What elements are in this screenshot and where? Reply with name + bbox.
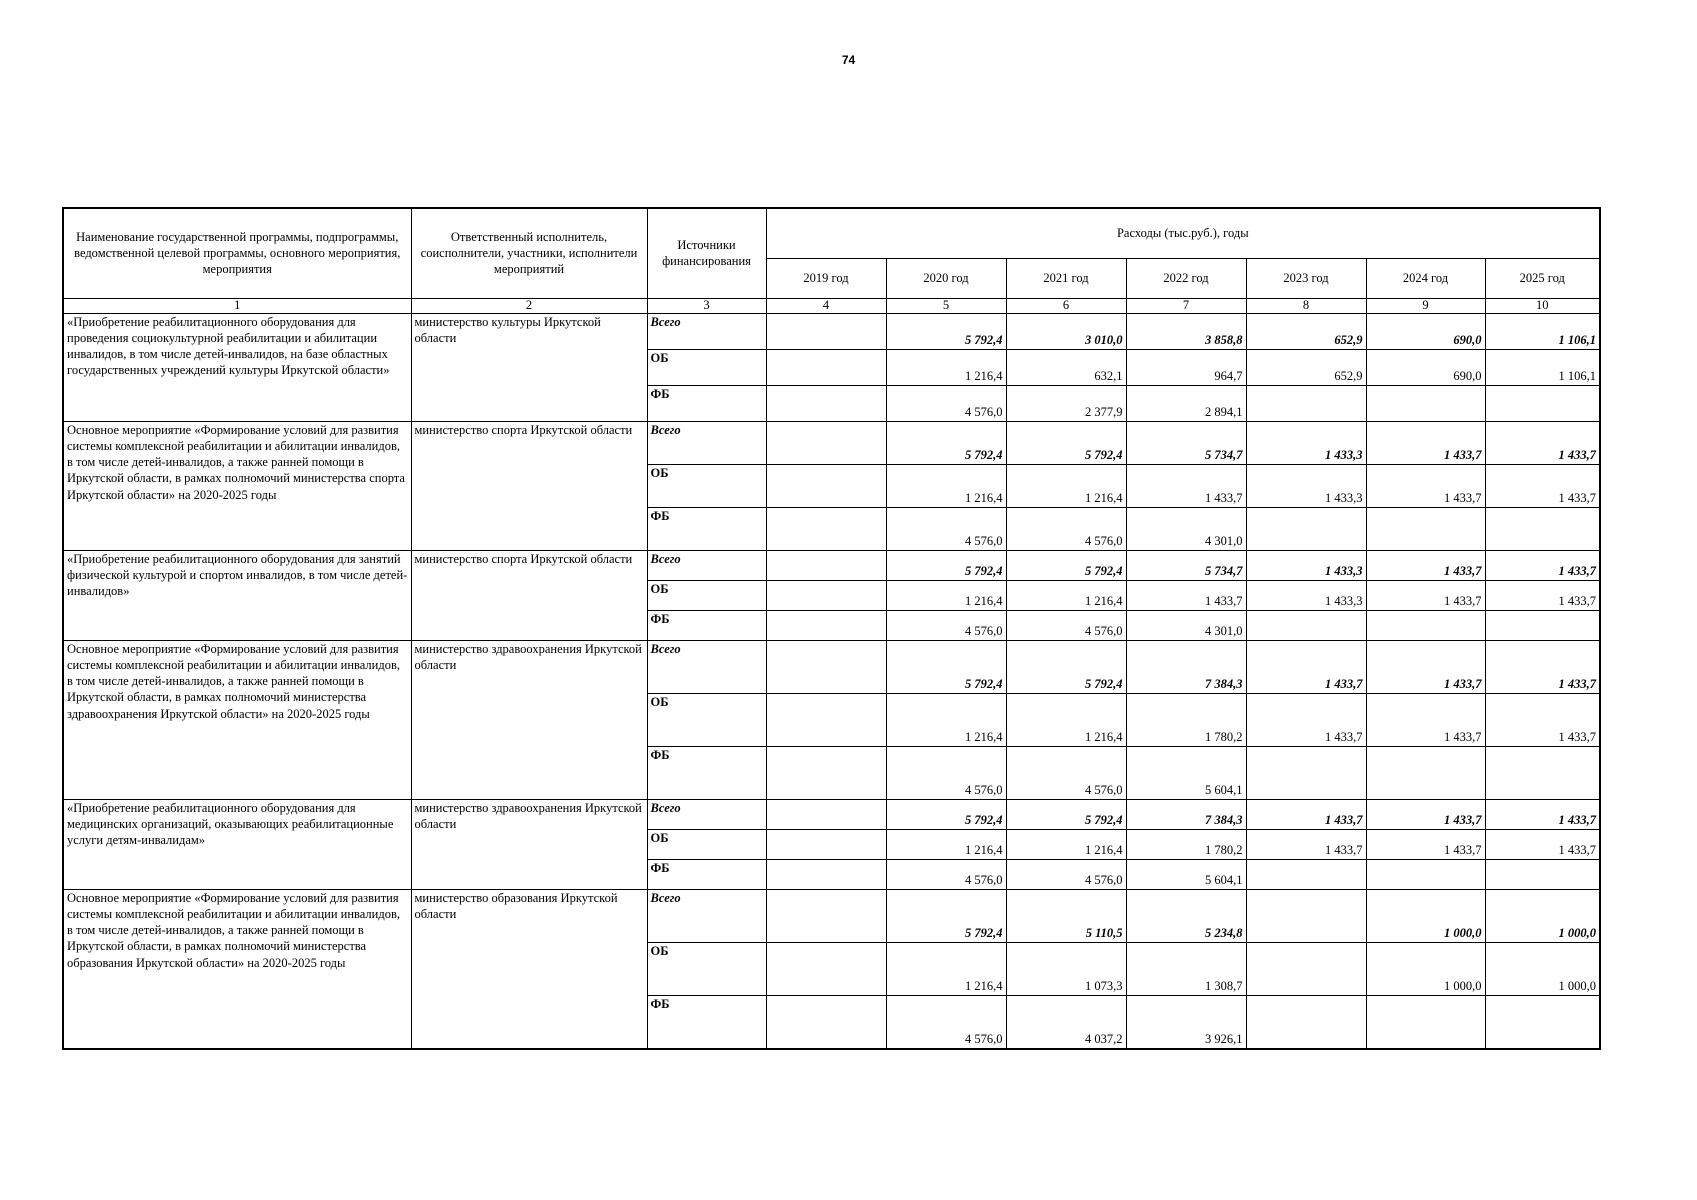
- value-cell: [1485, 385, 1600, 421]
- value-cell: 964,7: [1126, 349, 1246, 385]
- source-label: ОБ: [647, 580, 766, 610]
- source-label: Всего: [647, 421, 766, 464]
- executor-name: министерство образования Иркутской области: [411, 889, 647, 1049]
- value-cell: 5 734,7: [1126, 421, 1246, 464]
- executor-name: министерство спорта Иркутской области: [411, 421, 647, 550]
- value-cell: 4 576,0: [886, 610, 1006, 640]
- value-cell: 4 576,0: [1006, 610, 1126, 640]
- value-cell: 1 433,7: [1485, 799, 1600, 829]
- column-number: 6: [1006, 298, 1126, 313]
- value-cell: 1 433,3: [1246, 421, 1366, 464]
- source-label: ОБ: [647, 942, 766, 995]
- value-cell: 1 433,7: [1366, 829, 1485, 859]
- table-row: [63, 640, 1600, 693]
- value-cell: [766, 640, 886, 693]
- value-cell: [766, 313, 886, 349]
- value-cell: [1246, 995, 1366, 1049]
- source-label: ОБ: [647, 349, 766, 385]
- value-cell: 5 792,4: [886, 640, 1006, 693]
- table-row: [63, 421, 1600, 464]
- header-executor: Ответственный исполнитель, соисполнители, участники, исполнители мероприятий: [411, 208, 647, 298]
- value-cell: 4 576,0: [886, 507, 1006, 550]
- value-cell: 1 433,7: [1485, 829, 1600, 859]
- value-cell: 1 433,7: [1485, 580, 1600, 610]
- measure-name: «Приобретение реабилитационного оборудования для проведения социокультурной реабилитации и абилитации инвалидов, в том числе детей-инвалидов, на базе областных государственных учреждений культуры Иркутской области»: [63, 313, 411, 421]
- value-cell: 1 780,2: [1126, 693, 1246, 746]
- value-cell: 1 216,4: [886, 829, 1006, 859]
- table-row: [63, 550, 1600, 580]
- value-cell: [1485, 507, 1600, 550]
- value-cell: 5 792,4: [1006, 640, 1126, 693]
- value-cell: 1 000,0: [1366, 889, 1485, 942]
- value-cell: 1 433,3: [1246, 464, 1366, 507]
- value-cell: 1 000,0: [1485, 942, 1600, 995]
- value-cell: 1 433,7: [1366, 693, 1485, 746]
- value-cell: 1 216,4: [1006, 580, 1126, 610]
- table-row: [63, 313, 1600, 349]
- value-cell: [1246, 746, 1366, 799]
- value-cell: [766, 942, 886, 995]
- measure-name: Основное мероприятие «Формирование условий для развития системы комплексной реабилитации и абилитации инвалидов, в том числе детей-инвалидов, а также ранней помощи в Иркутской области, в рамках полномочий министерства здравоохранения Иркутской области» на 2020-2025 годы: [63, 640, 411, 799]
- header-year: 2021 год: [1006, 258, 1126, 298]
- value-cell: 1 433,7: [1126, 580, 1246, 610]
- value-cell: 5 792,4: [1006, 799, 1126, 829]
- value-cell: 1 433,7: [1366, 464, 1485, 507]
- value-cell: 1 433,7: [1366, 421, 1485, 464]
- value-cell: 4 576,0: [886, 746, 1006, 799]
- value-cell: 7 384,3: [1126, 799, 1246, 829]
- value-cell: 3 010,0: [1006, 313, 1126, 349]
- value-cell: 1 433,7: [1366, 799, 1485, 829]
- value-cell: 1 433,7: [1485, 693, 1600, 746]
- source-label: ОБ: [647, 829, 766, 859]
- value-cell: 5 110,5: [1006, 889, 1126, 942]
- source-label: ФБ: [647, 610, 766, 640]
- value-cell: 4 576,0: [886, 385, 1006, 421]
- value-cell: 1 106,1: [1485, 349, 1600, 385]
- source-label: ФБ: [647, 507, 766, 550]
- value-cell: 4 576,0: [886, 859, 1006, 889]
- value-cell: [766, 580, 886, 610]
- value-cell: 4 301,0: [1126, 507, 1246, 550]
- header-year: 2022 год: [1126, 258, 1246, 298]
- value-cell: [1485, 610, 1600, 640]
- value-cell: 5 792,4: [886, 550, 1006, 580]
- value-cell: 1 216,4: [886, 942, 1006, 995]
- column-number: 2: [411, 298, 647, 313]
- column-number: 5: [886, 298, 1006, 313]
- measure-name: «Приобретение реабилитационного оборудования для занятий физической культурой и спортом инвалидов, в том числе детей-инвалидов»: [63, 550, 411, 640]
- value-cell: [766, 799, 886, 829]
- value-cell: 1 216,4: [886, 349, 1006, 385]
- value-cell: 1 433,7: [1366, 550, 1485, 580]
- value-cell: 4 576,0: [886, 995, 1006, 1049]
- value-cell: 1 216,4: [1006, 464, 1126, 507]
- value-cell: 1 433,7: [1485, 464, 1600, 507]
- value-cell: 1 433,7: [1246, 829, 1366, 859]
- value-cell: 1 106,1: [1485, 313, 1600, 349]
- value-cell: 5 234,8: [1126, 889, 1246, 942]
- value-cell: 3 858,8: [1126, 313, 1246, 349]
- value-cell: 1 433,7: [1485, 421, 1600, 464]
- value-cell: [766, 889, 886, 942]
- header-sources: Источники финансирования: [647, 208, 766, 298]
- value-cell: [1485, 859, 1600, 889]
- value-cell: 652,9: [1246, 313, 1366, 349]
- value-cell: 5 792,4: [886, 799, 1006, 829]
- executor-name: министерство здравоохранения Иркутской области: [411, 799, 647, 889]
- header-year: 2019 год: [766, 258, 886, 298]
- value-cell: 1 216,4: [1006, 829, 1126, 859]
- source-label: Всего: [647, 313, 766, 349]
- value-cell: 632,1: [1006, 349, 1126, 385]
- value-cell: 2 377,9: [1006, 385, 1126, 421]
- value-cell: [766, 829, 886, 859]
- column-number: 4: [766, 298, 886, 313]
- table-row: [63, 799, 1600, 829]
- value-cell: [766, 746, 886, 799]
- page-number: 74: [841, 53, 856, 67]
- value-cell: 690,0: [1366, 349, 1485, 385]
- value-cell: [766, 995, 886, 1049]
- value-cell: [1246, 889, 1366, 942]
- value-cell: [1366, 610, 1485, 640]
- value-cell: 4 576,0: [1006, 746, 1126, 799]
- value-cell: [1366, 746, 1485, 799]
- executor-name: министерство культуры Иркутской области: [411, 313, 647, 421]
- value-cell: 1 216,4: [1006, 693, 1126, 746]
- column-number: 9: [1366, 298, 1485, 313]
- header-year: 2025 год: [1485, 258, 1600, 298]
- source-label: ФБ: [647, 746, 766, 799]
- value-cell: [1246, 859, 1366, 889]
- value-cell: 5 792,4: [886, 313, 1006, 349]
- value-cell: 1 000,0: [1366, 942, 1485, 995]
- header-expenses: Расходы (тыс.руб.), годы: [766, 208, 1600, 258]
- value-cell: [1366, 507, 1485, 550]
- header-name: Наименование государственной программы, подпрограммы, ведомственной целевой программы, основного мероприятия, мероприятия: [63, 208, 411, 298]
- value-cell: [1485, 746, 1600, 799]
- source-label: ФБ: [647, 385, 766, 421]
- value-cell: [1246, 942, 1366, 995]
- value-cell: [766, 421, 886, 464]
- table-row: [63, 889, 1600, 942]
- source-label: ФБ: [647, 859, 766, 889]
- value-cell: 4 576,0: [1006, 859, 1126, 889]
- value-cell: [766, 464, 886, 507]
- value-cell: 1 308,7: [1126, 942, 1246, 995]
- value-cell: 1 216,4: [886, 580, 1006, 610]
- value-cell: 652,9: [1246, 349, 1366, 385]
- source-label: Всего: [647, 799, 766, 829]
- value-cell: [766, 610, 886, 640]
- value-cell: 5 792,4: [1006, 550, 1126, 580]
- value-cell: 5 604,1: [1126, 859, 1246, 889]
- value-cell: [1366, 995, 1485, 1049]
- value-cell: 1 073,3: [1006, 942, 1126, 995]
- value-cell: 7 384,3: [1126, 640, 1246, 693]
- header-year: 2023 год: [1246, 258, 1366, 298]
- column-number: 7: [1126, 298, 1246, 313]
- measure-name: «Приобретение реабилитационного оборудования для медицинских организаций, оказывающих реабилитационные услуги детям-инвалидам»: [63, 799, 411, 889]
- value-cell: 1 433,3: [1246, 580, 1366, 610]
- measure-name: Основное мероприятие «Формирование условий для развития системы комплексной реабилитации и абилитации инвалидов, в том числе детей-инвалидов, а также ранней помощи в Иркутской области, в рамках полномочий министерства спорта Иркутской области» на 2020-2025 годы: [63, 421, 411, 550]
- value-cell: 1 780,2: [1126, 829, 1246, 859]
- value-cell: 1 433,7: [1246, 799, 1366, 829]
- value-cell: [766, 385, 886, 421]
- budget-table: [62, 207, 1601, 1050]
- value-cell: [766, 507, 886, 550]
- column-number: 10: [1485, 298, 1600, 313]
- value-cell: [766, 859, 886, 889]
- value-cell: 2 894,1: [1126, 385, 1246, 421]
- header-year: 2024 год: [1366, 258, 1485, 298]
- measure-name: Основное мероприятие «Формирование условий для развития системы комплексной реабилитации и абилитации инвалидов, в том числе детей-инвалидов, а также ранней помощи в Иркутской области, в рамках полномочий министерства образования Иркутской области» на 2020-2025 годы: [63, 889, 411, 1049]
- source-label: Всего: [647, 889, 766, 942]
- source-label: Всего: [647, 550, 766, 580]
- value-cell: 5 792,4: [886, 889, 1006, 942]
- source-label: ОБ: [647, 693, 766, 746]
- value-cell: 5 734,7: [1126, 550, 1246, 580]
- value-cell: 3 926,1: [1126, 995, 1246, 1049]
- source-label: ОБ: [647, 464, 766, 507]
- value-cell: 1 433,7: [1485, 640, 1600, 693]
- value-cell: 1 000,0: [1485, 889, 1600, 942]
- value-cell: 690,0: [1366, 313, 1485, 349]
- value-cell: [1246, 610, 1366, 640]
- value-cell: 1 216,4: [886, 693, 1006, 746]
- value-cell: 1 433,7: [1366, 580, 1485, 610]
- executor-name: министерство спорта Иркутской области: [411, 550, 647, 640]
- value-cell: 1 433,7: [1246, 693, 1366, 746]
- value-cell: 4 037,2: [1006, 995, 1126, 1049]
- value-cell: [766, 349, 886, 385]
- value-cell: 4 301,0: [1126, 610, 1246, 640]
- source-label: ФБ: [647, 995, 766, 1049]
- source-label: Всего: [647, 640, 766, 693]
- value-cell: [1246, 385, 1366, 421]
- value-cell: [1246, 507, 1366, 550]
- executor-name: министерство здравоохранения Иркутской области: [411, 640, 647, 799]
- value-cell: [1366, 859, 1485, 889]
- value-cell: 1 216,4: [886, 464, 1006, 507]
- value-cell: [1485, 995, 1600, 1049]
- column-number: 3: [647, 298, 766, 313]
- value-cell: 1 433,7: [1485, 550, 1600, 580]
- value-cell: [1366, 385, 1485, 421]
- value-cell: 1 433,7: [1246, 640, 1366, 693]
- value-cell: 5 604,1: [1126, 746, 1246, 799]
- header-year: 2020 год: [886, 258, 1006, 298]
- value-cell: 1 433,3: [1246, 550, 1366, 580]
- value-cell: 5 792,4: [1006, 421, 1126, 464]
- value-cell: [766, 550, 886, 580]
- column-number: 8: [1246, 298, 1366, 313]
- column-number: 1: [63, 298, 411, 313]
- value-cell: [766, 693, 886, 746]
- value-cell: 1 433,7: [1366, 640, 1485, 693]
- value-cell: 4 576,0: [1006, 507, 1126, 550]
- value-cell: 1 433,7: [1126, 464, 1246, 507]
- value-cell: 5 792,4: [886, 421, 1006, 464]
